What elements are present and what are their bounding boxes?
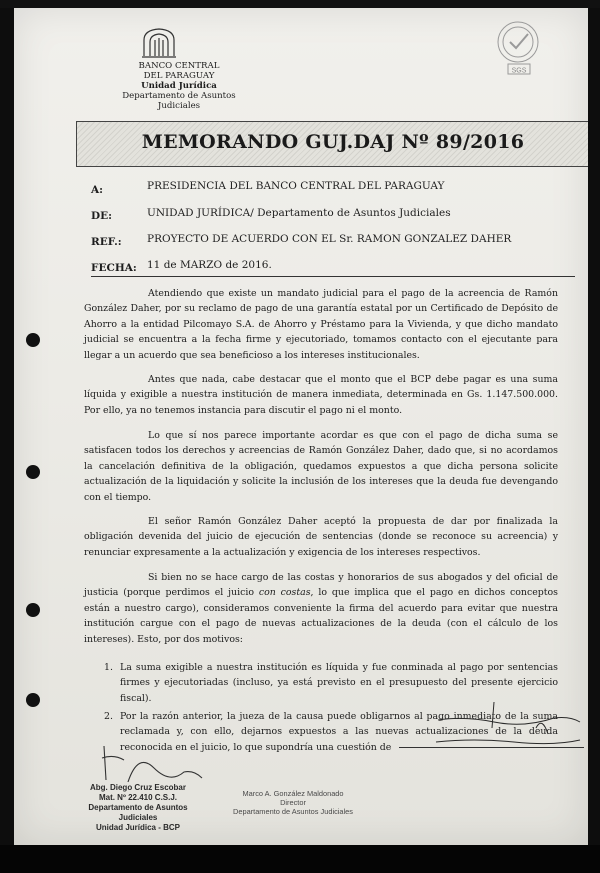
list-item-2: Por la razón anterior, la jueza de la causa puede obligarnos al pago inmediato de la suma reclamada y, con ello, dejarnos expuestos a las nuevas actualizaciones de la deuda reconocida en el juicio, lo que supondría una cuestión de	[120, 711, 558, 753]
date-label: FECHA:	[91, 262, 137, 274]
signer-right-name: Marco A. González Maldonado	[242, 789, 344, 798]
date-value: 11 de MARZO de 2016.	[147, 259, 272, 271]
paragraph-5-emphasis: con costas	[258, 587, 311, 599]
photo-frame-top	[0, 0, 600, 8]
letterhead	[114, 61, 244, 111]
signer-right-department: Departamento de Asuntos Judiciales	[233, 807, 353, 817]
memo-page	[14, 8, 588, 845]
signer-right-title: Director	[280, 798, 306, 808]
seal-label: SGS	[511, 67, 527, 75]
to-value: PRESIDENCIA DEL BANCO CENTRAL DEL PARAGUAY	[147, 180, 445, 192]
bank-name-line1: BANCO CENTRAL	[138, 61, 220, 71]
paragraph-2: Antes que nada, cabe destacar que el monto que el BCP debe pagar es una suma líquida y exigible a nuestra institución de manera inmediata, determinada en Gs. 1.147.500.000. Por ello, ya no tenemos instancia para discutir el pago ni el monto.	[84, 374, 558, 416]
paragraph-3: Lo que sí nos parece importante acordar es que con el pago de dicha suma se satisfacen todos los derechos y acreencias de Ramón González Daher, dado que, si no acordamos la cancelación definitiva de la obligación, quedamos expuestos a que dicha persona solicite actualización de la liquidación y solicite la inclusión de los intereses que la deuda fue devengando con el tiempo.	[84, 430, 558, 503]
margin-dot	[26, 465, 40, 479]
margin-dot	[26, 603, 40, 617]
certification-seal-icon	[486, 18, 550, 76]
to-label: A:	[91, 184, 104, 196]
list-item-2-number: 2.	[104, 711, 113, 722]
memo-title: MEMORANDO GUJ.DAJ Nº 89/2016	[141, 131, 525, 153]
paragraph-5	[84, 570, 558, 647]
paragraph-5-part-a: Si bien no se hace cargo de las costas y honorarios de sus abogados y del oficial de justicia (porque perdimos el juicio	[84, 572, 558, 599]
signer-left-name: Abg. Diego Cruz Escobar	[89, 783, 186, 792]
from-value: UNIDAD JURÍDICA/ Departamento de Asuntos Judiciales	[147, 207, 451, 219]
ref-value: PROYECTO DE ACUERDO CON EL Sr. RAMON GONZALEZ DAHER	[147, 233, 512, 245]
bank-logo-icon	[140, 26, 178, 60]
unit-name: Unidad Jurídica	[141, 81, 217, 91]
signer-left-registration: Mat. Nº 22.410 C.S.J.	[98, 793, 178, 802]
paragraph-5-part-b: , lo que implica que el pago en dichos conceptos están a nuestro cargo), consideramos conveniente la firma del acuerdo para evitar que nuestra institución cargue con el pago de nuevas actualizaciones de la deuda (con el cálculo de los intereses). Esto, por dos motivos:	[84, 587, 558, 645]
photo-frame-bottom	[0, 845, 600, 873]
signature-block-left	[76, 783, 200, 833]
signer-left-department: Departamento de Asuntos Judiciales	[88, 803, 188, 822]
from-label: DE:	[91, 210, 112, 222]
signer-left-unit: Unidad Jurídica - BCP	[95, 823, 180, 832]
margin-dot	[26, 333, 40, 347]
margin-dot	[26, 693, 40, 707]
bank-name-line2: DEL PARAGUAY	[143, 71, 215, 81]
paragraph-1: Atendiendo que existe un mandato judicial para el pago de la acreencia de Ramón González Daher, por su reclamo de pago de una garantía estatal por un Certificado de Depósito de Ahorro a la entidad Pilcomayo S.A. de Ahorro y Préstamo para la Vivienda, y que dicho mandato judicial se encuentra a la fecha firme y ejecutoriado, tomamos contacto con el ejecutante para llegar a un acuerdo que sea beneficioso a los intereses institucionales.	[84, 288, 558, 361]
header-divider	[91, 276, 575, 277]
ref-label: REF.:	[91, 236, 122, 248]
handwritten-annotation-icon	[434, 698, 584, 750]
signature-block-right	[226, 789, 360, 817]
signature-scribble-icon	[98, 742, 208, 786]
list-item-1: La suma exigible a nuestra institución es líquida y fue conminada al pago por sentencias firmes y ejecutoriadas (incluso, ya está previsto en el presupuesto del presente ejercicio fiscal).	[120, 662, 558, 704]
list-item-1-number: 1.	[104, 662, 113, 673]
paragraph-4: El señor Ramón González Daher aceptó la propuesta de dar por finalizada la obligación devenida del juicio de ejecución de sentencias (donde se reconoce su acreencia) y renunciar expresamente a la actualización y exigencia de los intereses respectivos.	[84, 516, 558, 558]
department-name: Departamento de Asuntos Judiciales	[122, 91, 236, 111]
memo-title-box	[76, 121, 588, 167]
